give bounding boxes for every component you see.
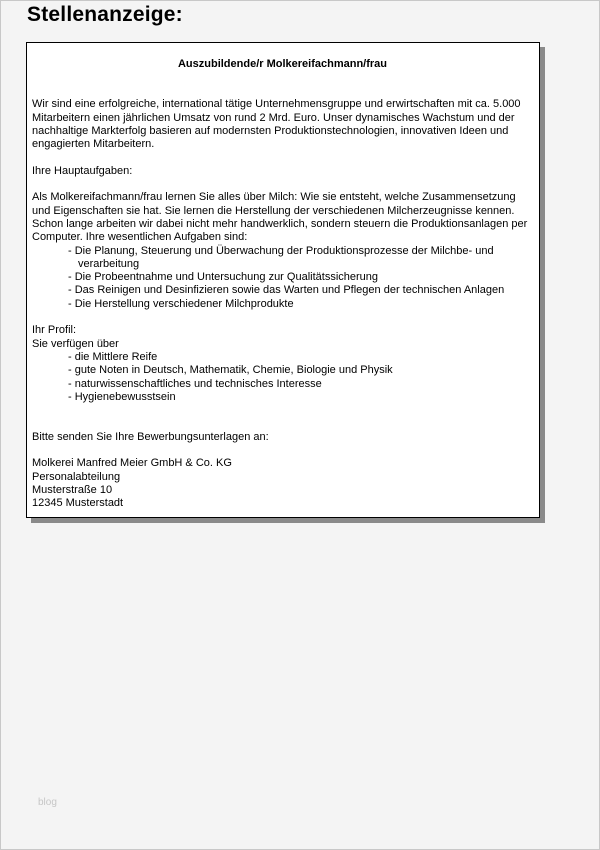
list-item: - Das Reinigen und Desinfizieren sowie das Warten und Pflegen der technischen Anlagen — [68, 284, 505, 297]
company-intro: Wir sind eine erfolgreiche, international tätige Unternehmensgruppe und erwirtschaften mit ca. 5.000 Mitarbeitern einen jährlichen Umsatz von rund 2 Mrd. Euro. Unser dynamisches Wachstum und der nachhaltige Markterfolg basieren auf modernsten Produktionstechnologien, innovativen Ideen und engagierten Mitarbeitern. — [32, 98, 521, 151]
tasks-list — [32, 245, 533, 311]
profile-heading: Ihr Profil: — [32, 324, 77, 337]
list-item: - Hygienebewusstsein — [68, 390, 176, 403]
page-title: Stellenanzeige: — [27, 3, 183, 26]
list-item: - Die Probeentnahme und Untersuchung zur Qualitätssicherung — [68, 271, 379, 284]
job-ad-box — [26, 42, 540, 518]
apply-text: Bitte senden Sie Ihre Bewerbungsunterlagen an: — [32, 430, 269, 443]
address-block — [32, 457, 533, 510]
profile-list — [32, 351, 533, 404]
address-department: Personalabteilung — [32, 470, 121, 483]
address-city: 12345 Musterstadt — [32, 497, 124, 510]
watermark: blog — [38, 797, 57, 808]
list-item: - Die Planung, Steuerung und Überwachung der Produktionsprozesse der Milchbe- und verarbeitung — [68, 244, 494, 270]
tasks-intro: Als Molkereifachmann/frau lernen Sie alles über Milch: Wie sie entsteht, welche Zusammensetzung und Eigenschaften sie hat. Sie lernen die Herstellung der verschiedenen Milcherzeugnisse kennen. Schon lange arbeiten wir dabei nicht mehr handwerklich, sondern steuern die Produktionsanlagen per Computer. Ihre wesentlichen Aufgaben sind: — [32, 191, 528, 244]
list-item: - gute Noten in Deutsch, Mathematik, Chemie, Biologie und Physik — [68, 364, 393, 377]
list-item: - naturwissenschaftliches und technisches Interesse — [68, 377, 322, 390]
list-item: - die Mittlere Reife — [68, 350, 158, 363]
address-company: Molkerei Manfred Meier GmbH & Co. KG — [32, 457, 232, 470]
ad-heading: Auszubildende/r Molkereifachmann/frau — [177, 58, 388, 70]
profile-intro: Sie verfügen über — [32, 337, 119, 350]
tasks-heading: Ihre Hauptaufgaben: — [32, 164, 133, 177]
list-item: - Die Herstellung verschiedener Milchprodukte — [68, 297, 294, 310]
address-street: Musterstraße 10 — [32, 483, 113, 496]
